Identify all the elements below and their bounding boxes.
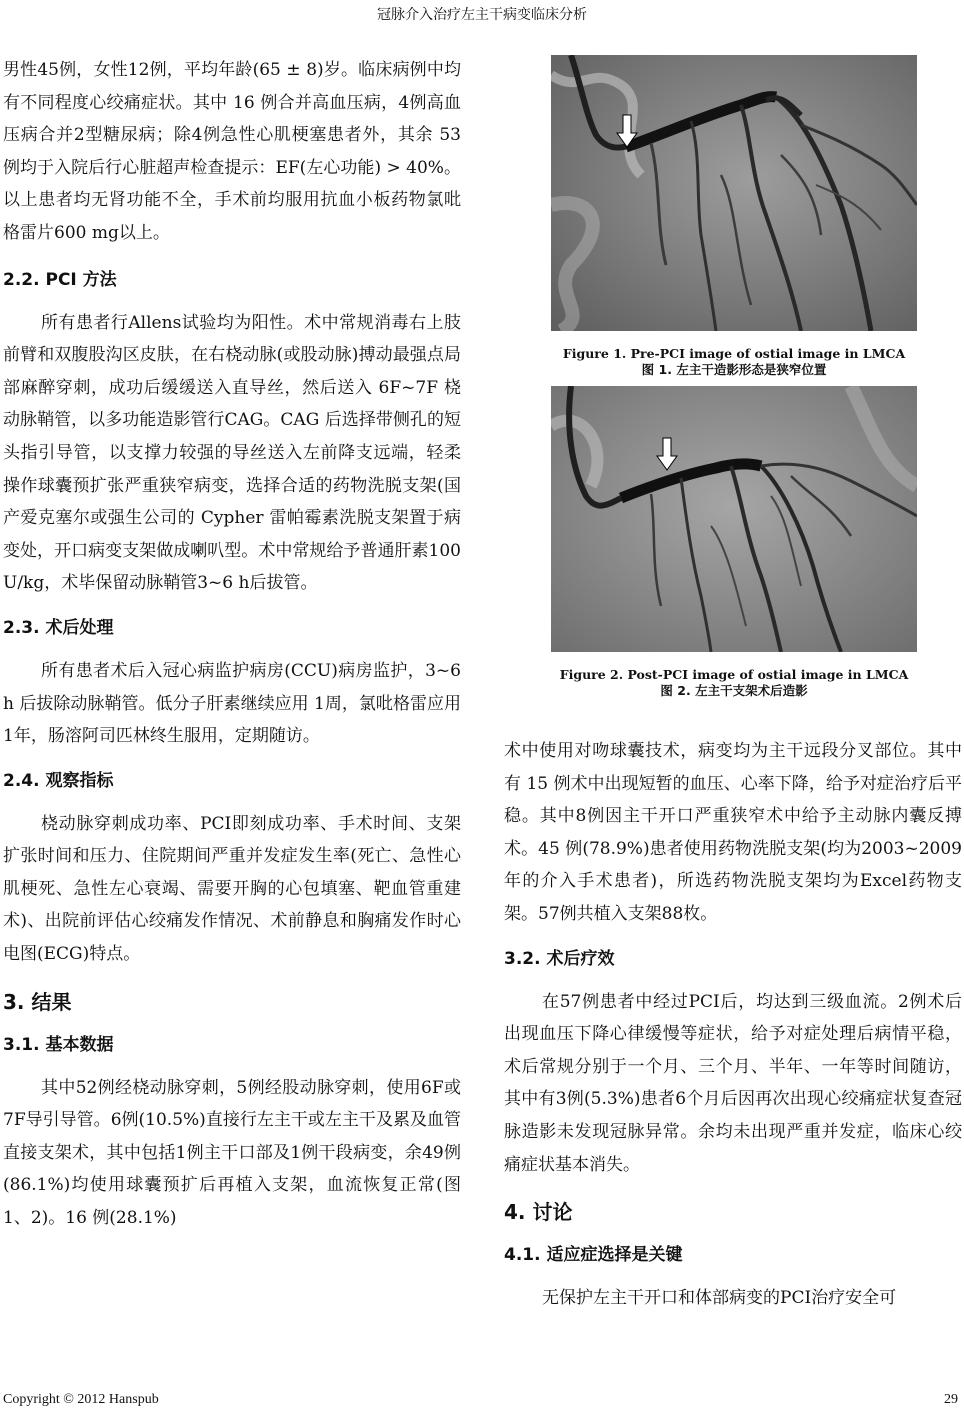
section-3-heading: 3. 结果 <box>3 989 72 1014</box>
figure-2-image <box>551 386 917 652</box>
section-2-2-paragraph: 所有患者行Allens试验均为阳性。术中常规消毒右上肢前臂和双腹股沟区皮肤，在右桡动脉(或股动脉)搏动最强点局部麻醉穿刺，成功后缓缓送入直导丝，然后送入 6F~7F 桡动脉鞘管，以多功能造影管行CAG。CAG 后选择带侧孔的短头指引导管，以支撑力较强的导丝送入左前降支远端，轻柔操作球囊预扩张严重狭窄病变，选择合适的药物洗脱支架(国产爱克塞尔或强生公司的 Cypher 雷帕霉素洗脱支架置于病变处，开口病变支架做成喇叭型。术中常规给予普通肝素100 U/kg，术毕保留动脉鞘管3~6 h后拔管。 <box>3 312 461 594</box>
running-title: 冠脉介入治疗左主干病变临床分析 <box>377 7 587 23</box>
figure-1-image <box>551 55 917 331</box>
figure-2-caption-cn: 图 2. 左主干支架术后造影 <box>660 683 808 698</box>
figure-1-caption-en: Figure 1. Pre-PCI image of ostial image in LMCA <box>562 346 906 361</box>
section-2-4-paragraph: 桡动脉穿刺成功率、PCI即刻成功率、手术时间、支架扩张时间和压力、住院期间严重并发症发生率(死亡、急性心肌梗死、急性左心衰竭、需要开胸的心包填塞、靶血管重建术)、出院前评估心绞痛发作情况、术前静息和胸痛发作时心电图(ECG)特点。 <box>3 813 461 965</box>
section-2-3-heading: 2.3. 术后处理 <box>3 617 114 638</box>
section-4-1-paragraph: 无保护左主干开口和体部病变的PCI治疗安全可 <box>542 1288 897 1309</box>
left-column <box>3 54 461 1235</box>
section-3-1-paragraph: 其中52例经桡动脉穿刺，5例经股动脉穿刺，使用6F或7F导引导管。6例(10.5%)直接行左主干或左主干及累及血管直接支架术，其中包括1例主干口部及1例干段病变，余49例(86.1%)均使用球囊预扩后再植入支架，血流恢复正常(图 1、2)。16 例(28.1%) <box>3 1077 461 1229</box>
section-2-2-heading: 2.2. PCI 方法 <box>3 269 117 290</box>
figure-1-angiogram <box>551 55 917 331</box>
section-2-4-heading: 2.4. 观察指标 <box>3 770 114 791</box>
section-3-1-heading: 3.1. 基本数据 <box>3 1034 114 1055</box>
section-2-3-paragraph: 所有患者术后入冠心病监护病房(CCU)病房监护，3~6 h 后拔除动脉鞘管。低分子肝素继续应用 1周，氯吡格雷应用1年，肠溶阿司匹林终生服用，定期随访。 <box>3 660 461 747</box>
figure-2 <box>551 386 917 699</box>
intro-paragraph: 男性45例，女性12例，平均年龄(65 ± 8)岁。临床病例中均有不同程度心绞痛症状。其中 16 例合并高血压病，4例高血压病合并2型糖尿病；除4例急性心肌梗塞患者外，其余 53 例均于入院后行心脏超声检查提示：EF(左心功能) > 40%。以上患者均无肾功能不全，手术前均服用抗血小板药物氯吡格雷片600 mg以上。 <box>3 60 461 243</box>
section-3-2-paragraph: 在57例患者中经过PCI后，均达到三级血流。2例术后出现血压下降心律缓慢等症状，给予对症处理后病情平稳，术后常规分别于一个月、三个月、半年、一年等时间随访，其中有3例(5.3%)患者6个月后因再次出现心绞痛症状复查冠脉造影未发现冠脉异常。余均未出现严重并发症，临床心绞痛症状基本消失。 <box>504 991 962 1175</box>
figure-2-caption <box>551 667 917 699</box>
copyright-footer: Copyright © 2012 Hanspub <box>3 1392 159 1407</box>
section-3-2-heading: 3.2. 术后疗效 <box>504 948 615 969</box>
figure-1 <box>551 55 917 378</box>
page-number: 29 <box>944 1392 958 1407</box>
figure-1-caption <box>551 346 917 378</box>
section-4-heading: 4. 讨论 <box>504 1200 573 1225</box>
section-3-1-continued: 术中使用对吻球囊技术，病变均为主干远段分叉部位。其中有 15 例术中出现短暂的血压、心率下降，给予对症治疗后平稳。其中8例因主干开口严重狭窄术中给予主动脉内囊反搏术。45 例(78.9%)患者使用药物洗脱支架(均为2003~2009年的介入手术患者)，所选药物洗脱支架均为Excel药物支架。57例共植入支架88枚。 <box>504 741 962 924</box>
figure-2-caption-en: Figure 2. Post-PCI image of ostial image in LMCA <box>559 667 909 682</box>
right-column <box>504 735 962 1315</box>
figure-1-caption-cn: 图 1. 左主干造影形态是狭窄位置 <box>641 362 827 377</box>
figure-2-angiogram <box>551 386 917 652</box>
section-4-1-heading: 4.1. 适应症选择是关键 <box>504 1245 683 1266</box>
